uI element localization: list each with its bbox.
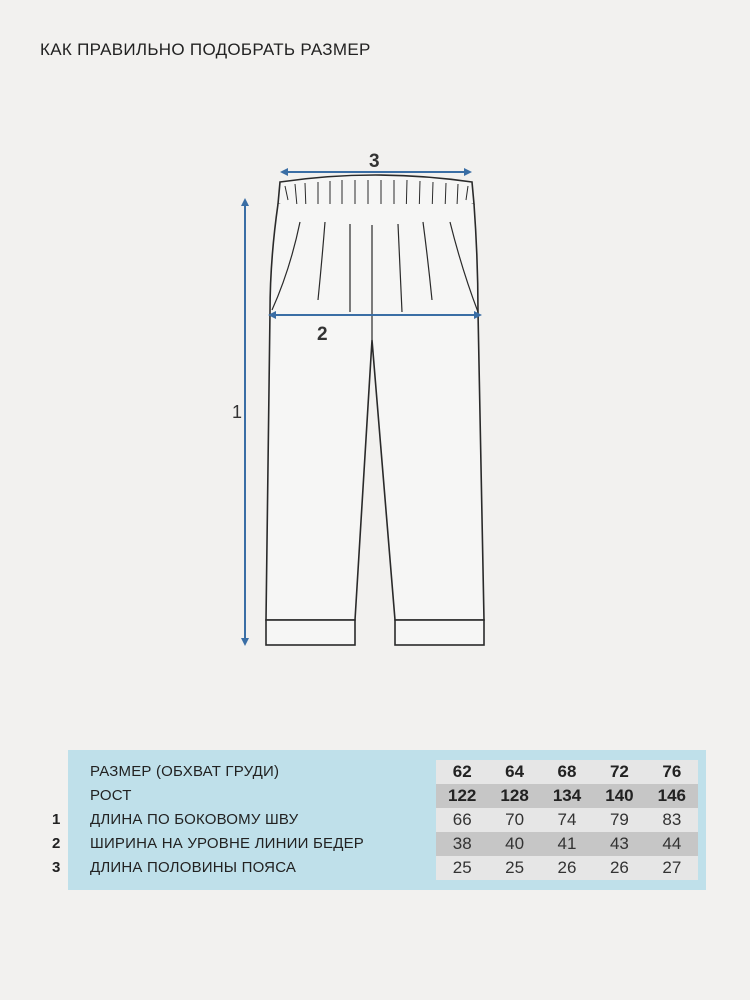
table-cell: 25 bbox=[452, 858, 472, 877]
table-cell: 25 bbox=[505, 858, 525, 877]
table-header-row bbox=[68, 760, 706, 784]
size-table bbox=[68, 750, 706, 890]
table-cell: 43 bbox=[609, 834, 629, 853]
pants-outline bbox=[266, 175, 484, 645]
table-cell: 27 bbox=[662, 858, 682, 877]
table-cell: 146 bbox=[657, 786, 687, 805]
table-cell: 83 bbox=[662, 810, 682, 829]
header-label: РАЗМЕР (ОБХВАТ ГРУДИ) bbox=[90, 763, 280, 780]
height-values bbox=[436, 784, 698, 808]
row-number: 1 bbox=[52, 811, 61, 828]
hip-label: 2 bbox=[317, 324, 328, 345]
table-cell: 41 bbox=[557, 834, 577, 853]
table-cell: 62 bbox=[452, 762, 472, 781]
row-label: ДЛИНА ПО БОКОВОМУ ШВУ bbox=[90, 811, 299, 828]
row-values bbox=[436, 808, 698, 832]
page-title: КАК ПРАВИЛЬНО ПОДОБРАТЬ РАЗМЕР bbox=[40, 40, 371, 59]
row-values bbox=[436, 832, 698, 856]
waist-label: 3 bbox=[369, 151, 380, 172]
row-number: 2 bbox=[52, 835, 61, 852]
table-cell: 122 bbox=[448, 786, 477, 805]
table-row bbox=[68, 832, 706, 856]
header-values bbox=[436, 760, 698, 784]
table-cell: 70 bbox=[505, 810, 525, 829]
table-cell: 66 bbox=[452, 810, 472, 829]
table-row bbox=[68, 856, 706, 880]
row-label: ШИРИНА НА УРОВНЕ ЛИНИИ БЕДЕР bbox=[90, 835, 365, 852]
table-cell: 44 bbox=[662, 834, 682, 853]
table-cell: 76 bbox=[662, 762, 682, 781]
row-number: 3 bbox=[52, 859, 61, 876]
table-cell: 140 bbox=[605, 786, 634, 805]
table-cell: 74 bbox=[557, 810, 577, 829]
table-row bbox=[68, 808, 706, 832]
table-cell: 134 bbox=[552, 786, 582, 805]
table-cell: 72 bbox=[609, 762, 629, 781]
table-cell: 64 bbox=[505, 762, 525, 781]
table-cell: 26 bbox=[609, 858, 629, 877]
table-cell: 79 bbox=[609, 810, 629, 829]
table-cell: 40 bbox=[505, 834, 525, 853]
height-label: РОСТ bbox=[90, 787, 132, 804]
row-values bbox=[436, 856, 698, 880]
table-cell: 68 bbox=[557, 762, 577, 781]
table-cell: 128 bbox=[500, 786, 529, 805]
table-cell: 38 bbox=[452, 834, 472, 853]
table-height-row bbox=[68, 784, 706, 808]
length-label: 1 bbox=[232, 402, 243, 422]
table-cell: 26 bbox=[557, 858, 577, 877]
row-label: ДЛИНА ПОЛОВИНЫ ПОЯСА bbox=[90, 859, 297, 876]
